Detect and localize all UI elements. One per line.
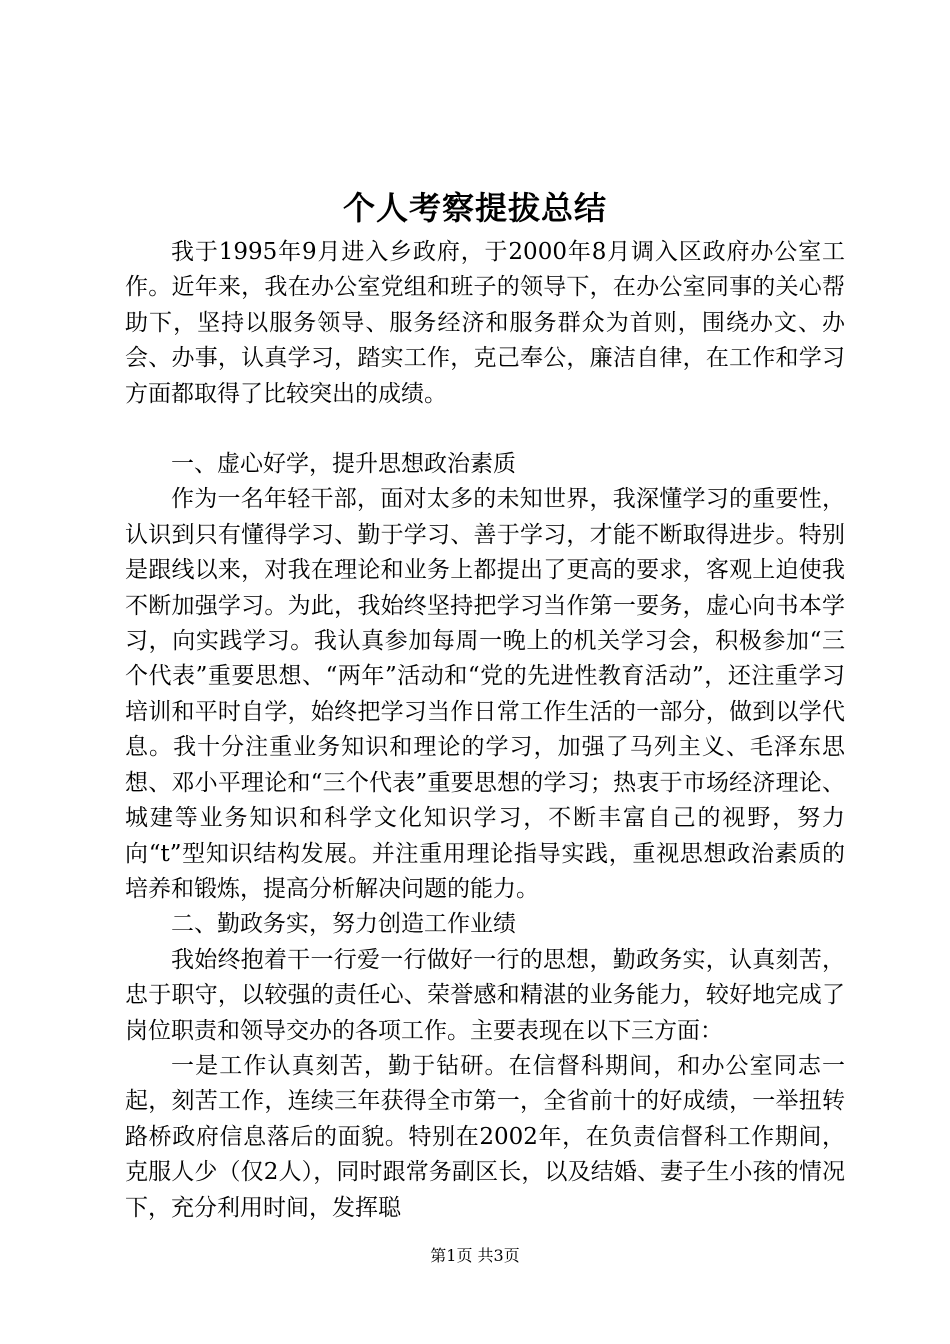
section-2-point-1-paragraph: 一是工作认真刻苦，勤于钻研。在信督科期间，和办公室同志一起，刻苦工作，连续三年获得全市第一，全省前十的好成绩，一举扭转路桥政府信息落后的面貌。特别在2002年，在负责信督科工作期间，克服人少（仅2人），同时跟常务副区长，以及结婚、妻子生小孩的情况下，充分利用时间，发挥聪 [125, 1052, 845, 1221]
page-number-footer: 第1页 共3页 [430, 1246, 520, 1265]
paragraph-spacer [125, 412, 845, 447]
document-title: 个人考察提拔总结 [342, 189, 607, 227]
document-body [125, 235, 845, 1226]
section-2-heading: 二、勤政务实，努力创造工作业绩 [171, 911, 516, 938]
section-1-heading: 一、虚心好学，提升思想政治素质 [171, 451, 516, 478]
section-2-paragraph: 我始终抱着干一行爱一行做好一行的思想，勤政务实，认真刻苦，忠于职守，以较强的责任心、荣誉感和精湛的业务能力，较好地完成了岗位职责和领导交办的各项工作。主要表现在以下三方面： [125, 946, 845, 1044]
section-1-paragraph: 作为一名年轻干部，面对太多的未知世界，我深懂学习的重要性，认识到只有懂得学习、勤于学习、善于学习，才能不断取得进步。特别是跟线以来，对我在理论和业务上都提出了更高的要求，客观上迫使我不断加强学习。为此，我始终坚持把学习当作第一要务，虚心向书本学习，向实践学习。我认真参加每周一晚上的机关学习会，积极参加“三个代表”重要思想、“两年”活动和“党的先进性教育活动”，还注重学习培训和平时自学，始终把学习当作日常工作生活的一部分，做到以学代息。我十分注重业务知识和理论的学习，加强了马列主义、毛泽东思想、邓小平理论和“三个代表”重要思想的学习；热衷于市场经济理论、城建等业务知识和科学文化知识学习，不断丰富自己的视野，努力向“t”型知识结构发展。并注重用理论指导实践，重视思想政治素质的培养和锻炼，提高分析解决问题的能力。 [125, 486, 845, 902]
intro-paragraph: 我于1995年9月进入乡政府，于2000年8月调入区政府办公室工作。近年来，我在办公室党组和班子的领导下，在办公室同事的关心帮助下，坚持以服务领导、服务经济和服务群众为首则，围绕办文、办会、办事，认真学习，踏实工作，克己奉公，廉洁自律，在工作和学习方面都取得了比较突出的成绩。 [125, 239, 845, 407]
